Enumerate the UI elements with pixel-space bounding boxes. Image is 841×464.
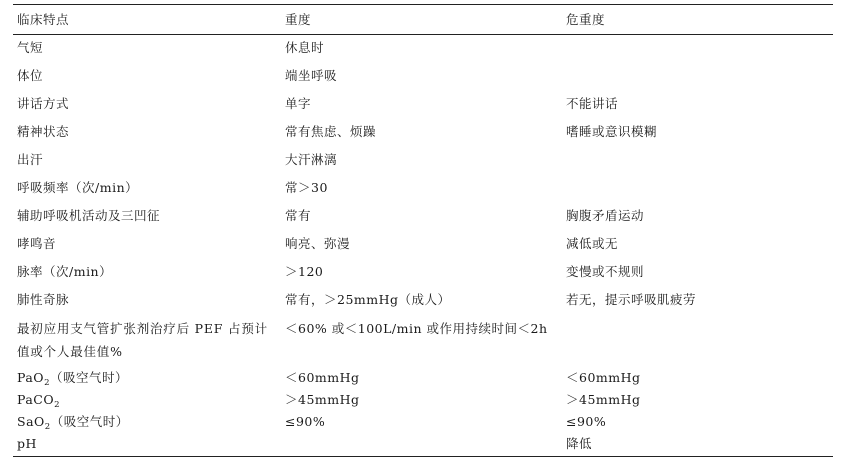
- row-feature: 出汗: [17, 152, 44, 167]
- header-feature: 临床特点: [17, 12, 70, 27]
- row-feature: 肺性奇脉: [17, 292, 70, 307]
- row-critical: ＜60mmHg: [566, 370, 641, 385]
- row-severe: ＜60mmHg: [285, 370, 360, 385]
- table-top-rule: [13, 4, 833, 5]
- row-critical: 嗜睡或意识模糊: [566, 124, 658, 139]
- row-critical: 若无，提示呼吸肌疲劳: [566, 292, 697, 307]
- row-feature: 体位: [17, 68, 44, 83]
- row-severe: 常＞30: [285, 180, 328, 195]
- row-feature: pH: [17, 436, 37, 451]
- row-critical: 减低或无: [566, 236, 619, 251]
- row-feature: 讲话方式: [17, 96, 70, 111]
- row-feature: 辅助呼吸机活动及三凹征: [17, 208, 161, 223]
- row-critical: ＞45mmHg: [566, 392, 641, 407]
- row-feature: 最初应用支气管扩张剂治疗后 PEF 占预计值或个人最佳值%: [17, 321, 268, 359]
- row-severe: ＞45mmHg: [285, 392, 360, 407]
- row-critical: 不能讲话: [566, 96, 619, 111]
- row-severe: 单字: [285, 96, 312, 111]
- row-critical: 变慢或不规则: [566, 264, 645, 279]
- row-feature: SaO$_2$（吸空气时）: [17, 414, 129, 432]
- row-feature: 气短: [17, 40, 44, 55]
- row-severe: 响亮、弥漫: [285, 236, 351, 251]
- row-severe: 休息时: [285, 40, 325, 55]
- row-feature: 哮鸣音: [17, 236, 57, 251]
- row-feature: PaO$_2$（吸空气时）: [17, 370, 128, 388]
- header-critical: 危重度: [566, 12, 606, 27]
- row-severe: ＜60% 或＜100L/min 或作用持续时间＜2h: [285, 321, 548, 336]
- row-feature: 呼吸频率（次/min）: [17, 180, 139, 195]
- row-severe: 常有焦虑、烦躁: [285, 124, 377, 139]
- row-critical: 胸腹矛盾运动: [566, 208, 645, 223]
- row-severe: 常有: [285, 208, 312, 223]
- row-severe: 常有，＞25mmHg（成人）: [285, 292, 451, 307]
- header-severe: 重度: [285, 12, 312, 27]
- row-severe: ≤90%: [285, 414, 326, 429]
- row-severe: 大汗淋漓: [285, 152, 338, 167]
- row-severe: 端坐呼吸: [285, 68, 338, 83]
- header-rule: [13, 34, 833, 35]
- row-feature: PaCO$_2$: [17, 392, 61, 410]
- row-feature: 脉率（次/min）: [17, 264, 113, 279]
- row-critical: 降低: [566, 436, 593, 451]
- row-critical: ≤90%: [566, 414, 607, 429]
- row-severe: ＞120: [285, 264, 324, 279]
- row-feature: 精神状态: [17, 124, 70, 139]
- table-bottom-rule: [13, 456, 833, 457]
